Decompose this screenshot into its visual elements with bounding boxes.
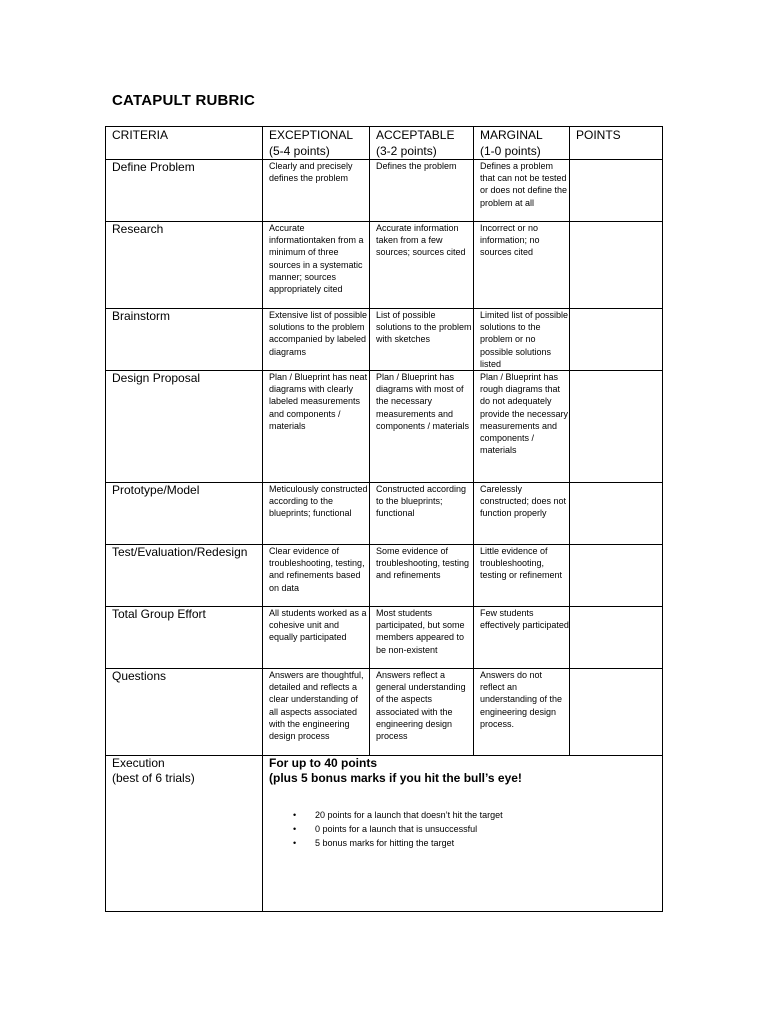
- acceptable-cell: Constructed according to the blueprints; functional: [370, 483, 474, 545]
- table-row: [106, 160, 663, 222]
- bullet-icon: •: [293, 810, 297, 821]
- acceptable-cell: List of possible solutions to the problem with sketches: [370, 309, 474, 371]
- header-exceptional-points: (5-4 points): [269, 144, 330, 158]
- header-points: [570, 127, 663, 160]
- exceptional-cell: Plan / Blueprint has neat diagrams with clearly labeled measurements and components / materials: [263, 371, 370, 483]
- points-cell: [570, 222, 663, 309]
- acceptable-cell: Accurate information taken from a few sources; sources cited: [370, 222, 474, 309]
- exceptional-cell: Clear evidence of troubleshooting, testing, and refinements based on data: [263, 545, 370, 607]
- header-acceptable-points: (3-2 points): [376, 144, 437, 158]
- exceptional-cell: Accurate informationtaken from a minimum of three sources in a systematic manner; sources appropriately cited: [263, 222, 370, 309]
- acceptable-cell: Answers reflect a general understanding of the aspects associated with the engineering design process: [370, 669, 474, 756]
- marginal-cell: Plan / Blueprint has rough diagrams that do not adequately provide the necessary measurements and components / materials: [474, 371, 570, 483]
- exceptional-cell: Extensive list of possible solutions to the problem accompanied by labeled diagrams: [263, 309, 370, 371]
- criteria-cell: Define Problem: [106, 160, 263, 222]
- points-cell: [570, 669, 663, 756]
- header-criteria: [106, 127, 263, 160]
- criteria-cell: Design Proposal: [106, 371, 263, 483]
- header-exceptional-label: EXCEPTIONAL: [269, 128, 354, 142]
- header-acceptable: [370, 127, 474, 160]
- header-acceptable-label: ACCEPTABLE: [376, 128, 455, 142]
- header-criteria-label: CRITERIA: [112, 128, 169, 142]
- bullet-text: 20 points for a launch that doesn’t hit the target: [315, 810, 503, 821]
- execution-trials-note: (best of 6 trials): [112, 771, 195, 786]
- table-row: [106, 222, 663, 309]
- table-row: [106, 483, 663, 545]
- exceptional-cell: Clearly and precisely defines the problem: [263, 160, 370, 222]
- rubric-table: [105, 126, 663, 912]
- marginal-cell: Incorrect or no information; no sources cited: [474, 222, 570, 309]
- execution-details-cell: [263, 756, 663, 912]
- exceptional-cell: Meticulously constructed according to the blueprints; functional: [263, 483, 370, 545]
- bullet-icon: •: [293, 838, 297, 849]
- bullet-icon: •: [293, 824, 297, 835]
- execution-heading: For up to 40 points: [269, 756, 377, 771]
- acceptable-cell: Most students participated, but some members appeared to be non-existent: [370, 607, 474, 669]
- marginal-cell: Few students effectively participated: [474, 607, 570, 669]
- header-points-label: POINTS: [576, 128, 621, 142]
- points-cell: [570, 160, 663, 222]
- execution-row: [106, 756, 663, 912]
- points-cell: [570, 309, 663, 371]
- execution-label: Execution: [112, 756, 165, 771]
- page-title: CATAPULT RUBRIC: [112, 92, 255, 109]
- criteria-cell: Prototype/Model: [106, 483, 263, 545]
- marginal-cell: Answers do not reflect an understanding of the engineering design process.: [474, 669, 570, 756]
- header-row: [106, 127, 663, 160]
- execution-criteria-cell: [106, 756, 263, 912]
- execution-bullet-list: [269, 808, 662, 850]
- exceptional-cell: All students worked as a cohesive unit and equally participated: [263, 607, 370, 669]
- header-exceptional: [263, 127, 370, 160]
- points-cell: [570, 483, 663, 545]
- marginal-cell: Limited list of possible solutions to the problem or no possible solutions listed: [474, 309, 570, 371]
- criteria-cell: Brainstorm: [106, 309, 263, 371]
- bullet-text: 0 points for a launch that is unsuccessful: [315, 824, 478, 835]
- acceptable-cell: Plan / Blueprint has diagrams with most of the necessary measurements and components / materials: [370, 371, 474, 483]
- marginal-cell: Defines a problem that can not be tested or does not define the problem at all: [474, 160, 570, 222]
- acceptable-cell: Defines the problem: [370, 160, 474, 222]
- table-row: [106, 371, 663, 483]
- points-cell: [570, 607, 663, 669]
- marginal-cell: Carelessly constructed; does not function properly: [474, 483, 570, 545]
- execution-bonus-note: (plus 5 bonus marks if you hit the bull’s eye!: [269, 771, 522, 786]
- points-cell: [570, 545, 663, 607]
- points-cell: [570, 371, 663, 483]
- header-marginal: [474, 127, 570, 160]
- criteria-cell: Test/Evaluation/Redesign: [106, 545, 263, 607]
- marginal-cell: Little evidence of troubleshooting, testing or refinement: [474, 545, 570, 607]
- header-marginal-points: (1-0 points): [480, 144, 541, 158]
- table-row: [106, 669, 663, 756]
- bullet-text: 5 bonus marks for hitting the target: [315, 838, 455, 849]
- acceptable-cell: Some evidence of troubleshooting, testing and refinements: [370, 545, 474, 607]
- list-item: [293, 822, 662, 836]
- header-marginal-label: MARGINAL: [480, 128, 543, 142]
- table-row: [106, 309, 663, 371]
- criteria-cell: Total Group Effort: [106, 607, 263, 669]
- criteria-cell: Questions: [106, 669, 263, 756]
- list-item: [293, 808, 662, 822]
- exceptional-cell: Answers are thoughtful, detailed and reflects a clear understanding of all aspects associated with the engineering design process: [263, 669, 370, 756]
- table-row: [106, 607, 663, 669]
- table-row: [106, 545, 663, 607]
- criteria-cell: Research: [106, 222, 263, 309]
- list-item: [293, 836, 662, 850]
